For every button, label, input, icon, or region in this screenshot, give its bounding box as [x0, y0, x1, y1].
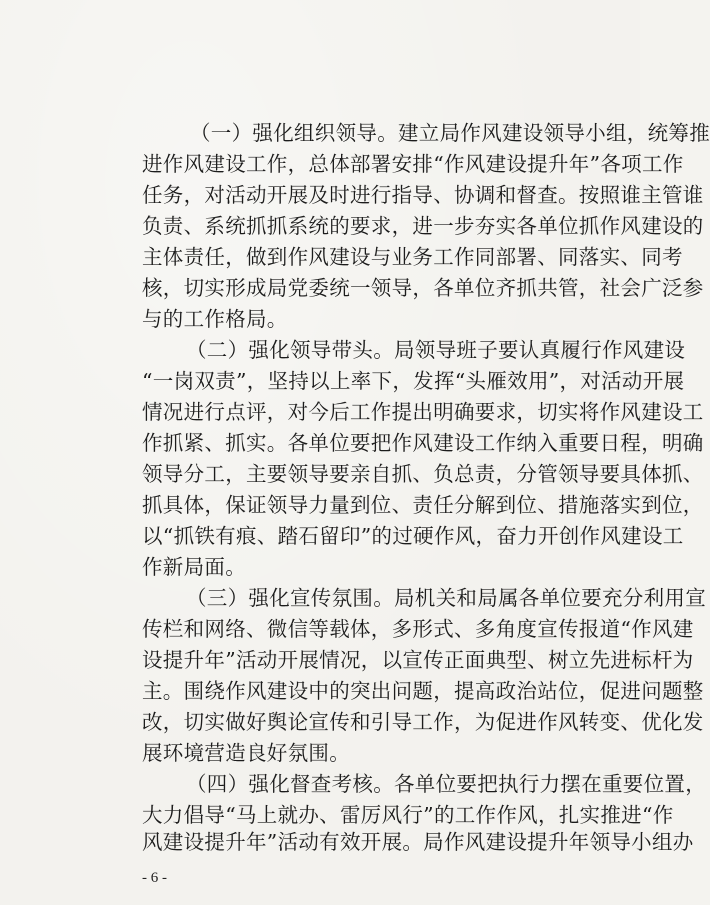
- paragraph-2-line-1: （二）强化领导带头。局领导班子要认真履行作风建设: [186, 338, 686, 362]
- paragraph-3-line-3: 设提升年”活动开展情况，以宣传正面典型、树立先进标杆为: [142, 648, 694, 672]
- page-number: - 6 -: [142, 870, 167, 886]
- paragraph-2-line-7: 以“抓铁有痕、踏石留印”的过硬作风，奋力开创作风建设工: [142, 524, 684, 548]
- paragraph-1-line-4: 负责、系统抓抓系统的要求，进一步夯实各单位抓作风建设的: [142, 214, 704, 238]
- paragraph-4-line-2: 大力倡导“马上就办、雷厉风行”的工作作风，扎实推进“作: [142, 803, 674, 827]
- paragraph-2-line-2: “一岗双责”，坚持以上率下，发挥“头雁效用”，对活动开展: [142, 369, 685, 393]
- paragraph-1-line-2: 进作风建设工作，总体部署安排“作风建设提升年”各项工作: [142, 152, 684, 176]
- paragraph-2-line-4: 作抓紧、抓实。各单位要把作风建设工作纳入重要日程，明确: [142, 431, 704, 455]
- paragraph-2-line-5: 领导分工，主要领导要亲自抓、负总责，分管领导要具体抓、: [142, 462, 704, 486]
- paragraph-3-line-4: 主。围绕作风建设中的突出问题，提高政治站位，促进问题整: [142, 679, 704, 703]
- paragraph-1-line-6: 核，切实形成局党委统一领导，各单位齐抓共管，社会广泛参: [142, 276, 704, 300]
- paragraph-3-line-2: 传栏和网络、微信等载体，多形式、多角度宣传报道“作风建: [142, 617, 694, 641]
- paragraph-4-line-3: 风建设提升年”活动有效开展。局作风建设提升年领导小组办: [142, 830, 694, 854]
- paragraph-1-line-1: （一）强化组织领导。建立局作风建设领导小组，统筹推: [190, 121, 710, 145]
- paragraph-1-line-5: 主体责任，做到作风建设与业务工作同部署、同落实、同考: [142, 245, 683, 269]
- paragraph-3-line-6: 展环境营造良好氛围。: [142, 741, 350, 765]
- paragraph-1-line-3: 任务，对活动开展及时进行指导、协调和督查。按照谁主管谁: [142, 183, 704, 207]
- paragraph-1-line-7: 与的工作格局。: [142, 307, 288, 331]
- paragraph-2-line-8: 作新局面。: [142, 555, 246, 579]
- paragraph-4-line-1: （四）强化督查考核。各单位要把执行力摆在重要位置，: [186, 772, 706, 796]
- paragraph-3-line-5: 改，切实做好舆论宣传和引导工作，为促进作风转变、优化发: [142, 710, 704, 734]
- paragraph-3-line-1: （三）强化宣传氛围。局机关和局属各单位要充分利用宣: [186, 586, 706, 610]
- paragraph-2-line-6: 抓具体，保证领导力量到位、责任分解到位、措施落实到位，: [142, 493, 704, 517]
- paragraph-2-line-3: 情况进行点评，对今后工作提出明确要求，切实将作风建设工: [142, 400, 704, 424]
